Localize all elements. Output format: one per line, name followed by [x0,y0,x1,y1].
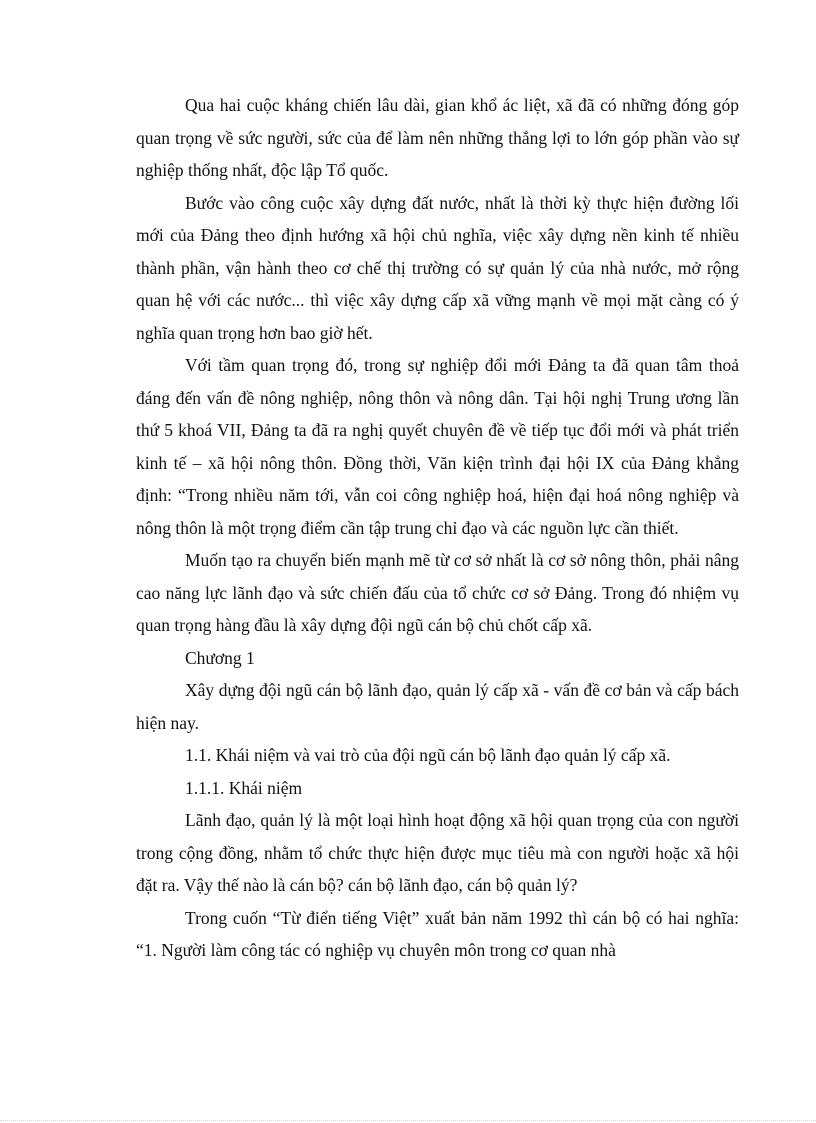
page-bottom-divider [0,1120,816,1121]
paragraph: Lãnh đạo, quản lý là một loại hình hoạt động xã hội quan trọng của con người trong cộng đồng, nhằm tổ chức thực hiện được mục tiêu mà con người hoặc xã hội đặt ra. Vậy thế nào là cán bộ? cán bộ lãnh đạo, cán bộ quản lý? [136,810,739,895]
subsection-heading: 1.1.1. Khái niệm [185,777,303,798]
paragraph: Qua hai cuộc kháng chiến lâu dài, gian khổ ác liệt, xã đã có những đóng góp quan trọng về sức người, sức của để làm nên những thắng lợi to lớn góp phần vào sự nghiệp thống nhất, độc lập Tổ quốc. [136,95,739,180]
paragraph: Trong cuốn “Từ điển tiếng Việt” xuất bản năm 1992 thì cán bộ có hai nghĩa: “1. Người làm công tác có nghiệp vụ chuyên môn trong cơ quan nhà [136,907,739,960]
paragraph: Với tầm quan trọng đó, trong sự nghiệp đổi mới Đảng ta đã quan tâm thoả đáng đến vấn đề nông nghiệp, nông thôn và nông dân. Tại hội nghị Trung ương lần thứ 5 khoá VII, Đảng ta đã ra nghị quyết chuyên đề về tiếp tục đổi mới và phát triển kinh tế – xã hội nông thôn. Đồng thời, Văn kiện trình đại hội IX của Đảng khẳng định: “Trong nhiều năm tới, vẫn coi công nghiệp hoá, hiện đại hoá nông nghiệp và nông thôn là một trọng điểm cần tập trung chỉ đạo và các nguồn lực cần thiết. [136,355,739,538]
paragraph: Bước vào công cuộc xây dựng đất nước, nhất là thời kỳ thực hiện đường lối mới của Đảng theo định hướng xã hội chủ nghĩa, việc xây dựng nền kinh tế nhiều thành phần, vận hành theo cơ chế thị trường có sự quản lý của nhà nước, mở rộng quan hệ với các nước... thì việc xây dựng cấp xã vững mạnh về mọi mặt càng có ý nghĩa quan trọng hơn bao giờ hết. [136,192,739,343]
document-body [136,89,739,967]
paragraph: Muốn tạo ra chuyển biến mạnh mẽ từ cơ sở nhất là cơ sở nông thôn, phải nâng cao năng lực lãnh đạo và sức chiến đấu của tổ chức cơ sở Đảng. Trong đó nhiệm vụ quan trọng hàng đầu là xây dựng đội ngũ cán bộ chủ chốt cấp xã. [136,550,739,635]
chapter-label: Chương 1 [185,647,255,668]
section-heading: 1.1. Khái niệm và vai trò của đội ngũ cán bộ lãnh đạo quản lý cấp xã. [185,745,671,765]
chapter-title: Xây dựng đội ngũ cán bộ lãnh đạo, quản lý cấp xã - vấn đề cơ bản và cấp bách hiện nay. [136,680,739,733]
